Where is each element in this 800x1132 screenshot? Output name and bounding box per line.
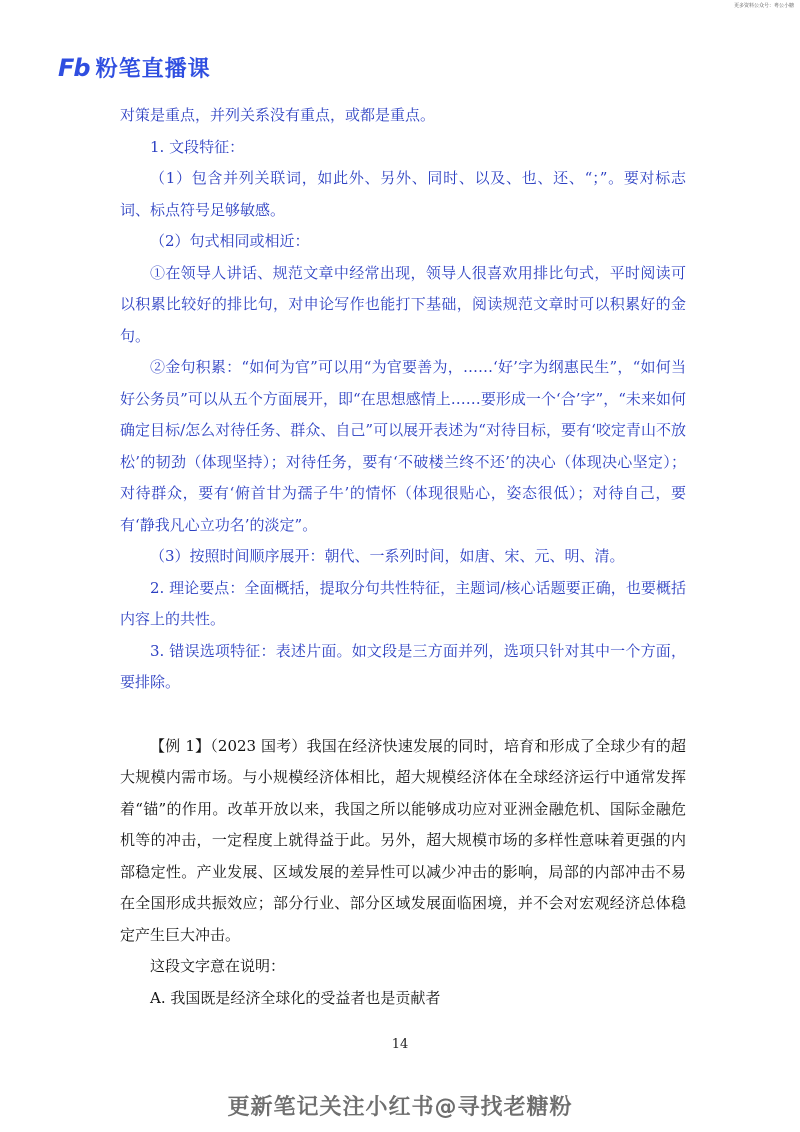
footer-watermark: 更新笔记关注小红书@寻找老糖粉 (227, 1095, 573, 1120)
note-paragraph: ①在领导人讲话、规范文章中经常出现，领导人很喜欢用排比句式，平时阅读可以积累比较好的排比句，对申论写作也能打下基础，阅读规范文章时可以积累好的金句。 (120, 263, 686, 345)
note-paragraph: （1）包含并列关联词，如此外、另外、同时、以及、也、还、“；”。要对标志词、标点符号足够敏感。 (120, 169, 686, 219)
example-passage: 【例 1】（2023 国考）我国在经济快速发展的同时，培育和形成了全球少有的超大规模内需市场。与小规模经济体相比，超大规模经济体在全球经济运行中通常发挥着“锚”的作用。改革开放以来，我国之所以能够成功应对亚洲金融危机、国际金融危机等的冲击，一定程度上就得益于此。另外，超大规模市场的多样性意味着更强的内部稳定性。产业发展、区域发展的差异性可以减少冲击的影响，局部的内部冲击不易在全国形成共振效应；部分行业、部分区域发展面临困境，并不会对宏观经济总体稳定产生巨大冲击。 (120, 736, 686, 944)
brand-name: 粉笔直播课 (95, 57, 211, 82)
page-content (120, 100, 686, 1014)
note-paragraph: （3）按照时间顺序展开：朝代、一系列时间，如唐、宋、元、明、清。 (150, 547, 625, 565)
note-heading-text-features: 1. 文段特征： (150, 137, 245, 156)
note-paragraph: ②金句积累：“如何为官”可以用“为官要善为，……‘好’字为纲惠民生”，“如何当好公务员”可以从五个方面展开，即“在思想感情上……要形成一个‘合’字”，“未来如何确定目标/怎么对待任务、群众、自己”可以展开表述为“对待目标，要有‘咬定青山不放松’的韧劲（体现坚持）；对待任务，要有‘不破楼兰终不还’的决心（体现决心坚定）；对待群众，要有‘俯首甘为孺子牛’的情怀（体现很贴心，姿态很低）；对待自己，要有‘静我凡心立功名’的淡定”。 (120, 358, 686, 534)
page-number: 14 (391, 1037, 409, 1052)
note-heading-wrong-options: 3. 错误选项特征：表述片面。如文段是三方面并列，选项只针对其中一个方面，要排除。 (120, 641, 686, 691)
fb-logo-icon: Fb (58, 53, 90, 82)
notes-section (120, 100, 686, 699)
example-section (120, 731, 686, 1015)
top-note: 更多资料公众号：粤公小糖 (733, 3, 794, 9)
brand-logo (58, 52, 211, 83)
question-stem: 这段文字意在说明： (150, 957, 286, 975)
note-line: 对策是重点，并列关系没有重点，或都是重点。 (120, 106, 436, 124)
note-heading-theory: 2. 理论要点：全面概括，提取分句共性特征，主题词/核心话题要正确，也要概括内容上的共性。 (120, 578, 686, 628)
option-a: A. 我国既是经济全球化的受益者也是贡献者 (150, 988, 441, 1007)
note-paragraph: （2）句式相同或相近： (150, 232, 310, 250)
